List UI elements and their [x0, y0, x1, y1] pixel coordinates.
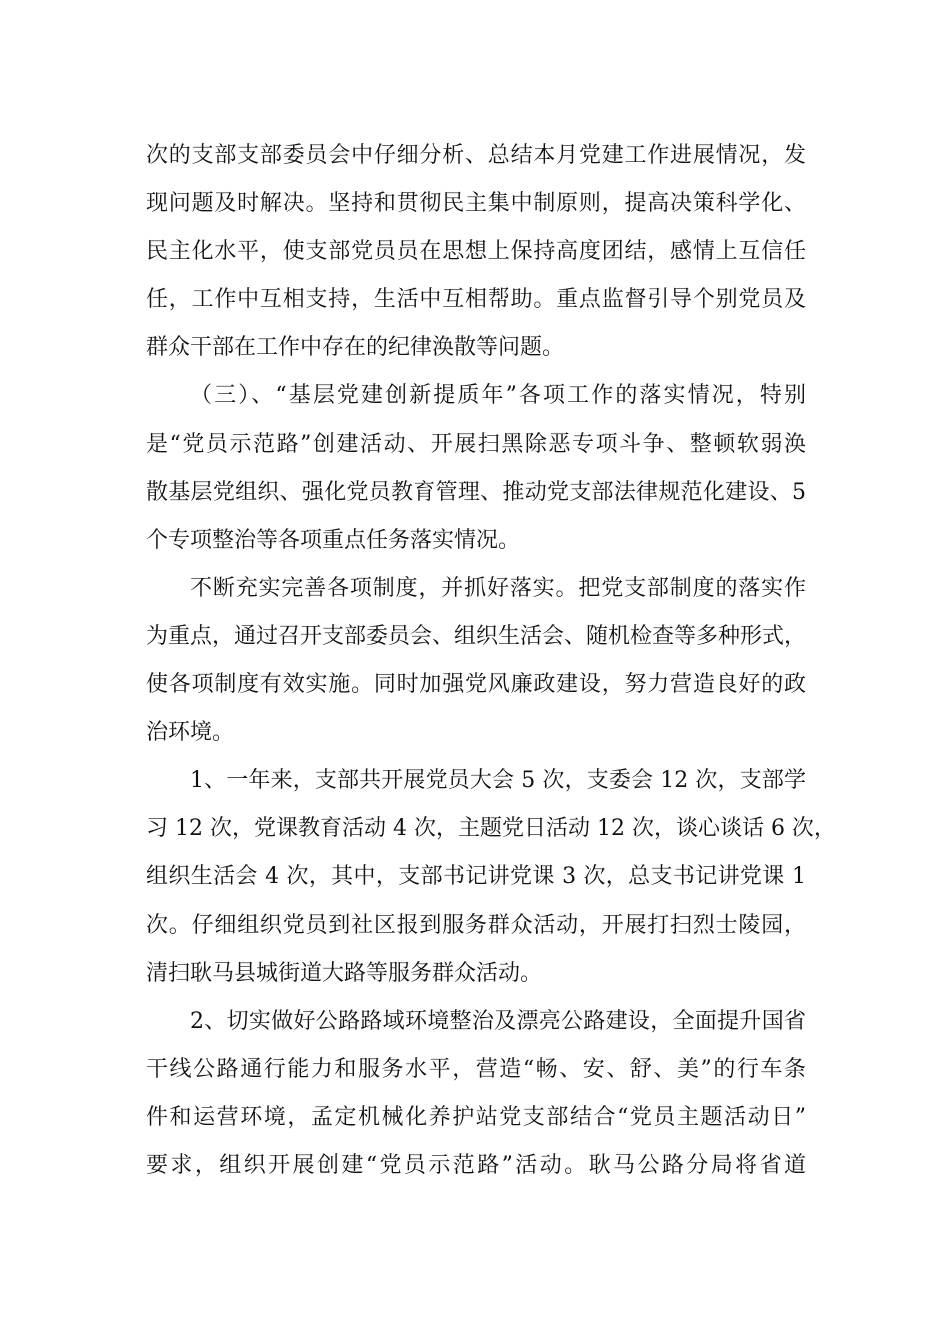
- text-line: 为重点，通过召开支部委员会、组织生活会、随机检查等多种形式，: [146, 623, 807, 649]
- text-line: 干线公路通行能力和服务水平，营造“畅、安、舒、美”的行车条: [146, 1056, 806, 1082]
- text-line: 组织生活会 4 次，其中，支部书记讲党课 3 次，总支书记讲党课 1: [146, 864, 806, 890]
- text-line: 习 12 次，党课教育活动 4 次，主题党日活动 12 次，谈心谈话 6 次，: [146, 816, 836, 842]
- text-line: 要求，组织开展创建“党员示范路”活动。耿马公路分局将省道: [146, 1152, 806, 1178]
- text-line: （三）、“基层党建创新提质年”各项工作的落实情况，特别: [190, 383, 806, 409]
- text-line: 次。仔细组织党员到社区报到服务群众活动，开展打扫烈士陵园，: [146, 912, 806, 938]
- text-line: 任，工作中互相支持，生活中互相帮助。重点监督引导个别党员及: [146, 287, 806, 313]
- text-line: 不断充实完善各项制度，并抓好落实。把党支部制度的落实作: [190, 575, 806, 601]
- text-line: 群众干部在工作中存在的纪律涣散等问题。: [146, 335, 565, 361]
- text-line: 散基层党组织、强化党员教育管理、推动党支部法律规范化建设、5: [146, 479, 806, 505]
- text-line: 次的支部支部委员会中仔细分析、总结本月党建工作进展情况，发: [146, 143, 806, 168]
- text-line: 2、切实做好公路路域环境整治及漂亮公路建设，全面提升国省: [190, 1008, 806, 1034]
- text-line: 是“党员示范路”创建活动、开展扫黑除恶专项斗争、整顿软弱涣: [146, 431, 806, 457]
- text-line: 使各项制度有效实施。同时加强党风廉政建设，努力营造良好的政: [146, 672, 806, 698]
- text-line: 件和运营环境，孟定机械化养护站党支部结合“党员主题活动日”: [146, 1104, 806, 1130]
- text-line: 个专项整治等各项重点任务落实情况。: [146, 527, 521, 553]
- text-line: 清扫耿马县城街道大路等服务群众活动。: [146, 960, 543, 986]
- text-line: 治环境。: [146, 720, 235, 746]
- document-body: [146, 132, 836, 1190]
- text-line: 民主化水平，使支部党员员在思想上保持高度团结，感情上互信任: [146, 239, 806, 265]
- text-line: 1、一年来，支部共开展党员大会 5 次，支委会 12 次，支部学: [190, 768, 806, 794]
- text-line: 现问题及时解决。坚持和贯彻民主集中制原则，提高决策科学化、: [146, 191, 806, 217]
